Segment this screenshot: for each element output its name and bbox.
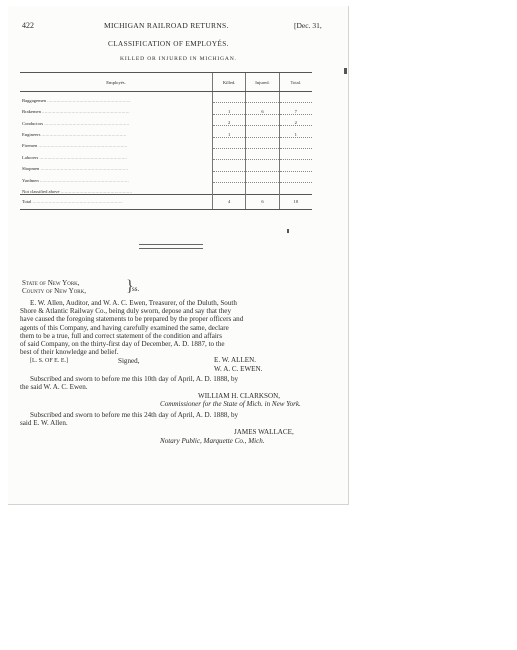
cell-injured xyxy=(246,171,279,182)
column-header-employes: Employés. xyxy=(20,73,212,92)
cell-killed xyxy=(212,137,245,148)
column-header-killed: Killed. xyxy=(212,73,245,92)
cell-killed xyxy=(212,171,245,182)
column-header-total: Total. xyxy=(279,73,312,92)
cell-total: 1 xyxy=(279,126,312,137)
affidavit-line: them to be a true, full and correct statement of the condition and affairs xyxy=(20,332,222,340)
cell-injured xyxy=(246,92,279,103)
cell-injured xyxy=(246,137,279,148)
signer-allen: E. W. ALLEN. xyxy=(214,356,256,364)
brace-symbol: } xyxy=(126,278,134,295)
running-title: MICHIGAN RAILROAD RETURNS. xyxy=(104,21,229,30)
section-divider xyxy=(139,244,203,249)
cell-killed xyxy=(212,148,245,159)
row-label: Firemen xyxy=(22,143,38,149)
notary-title: Notary Public, Marquette Co., Mich. xyxy=(160,437,265,445)
affidavit-line: have caused the foregoing statements to be prepared by the proper officers and xyxy=(20,315,244,323)
signed-label: Signed, xyxy=(118,357,140,365)
cell-total xyxy=(279,137,312,148)
row-label: Brakemen xyxy=(22,109,41,115)
section-subtitle: KILLED OR INJURED IN MICHIGAN. xyxy=(120,56,237,62)
commissioner-title: Commissioner for the State of Mich. in New York. xyxy=(160,400,301,408)
table-row: Laborers ................................................................. xyxy=(20,148,312,159)
cell-total xyxy=(279,171,312,182)
cell-injured: 6 xyxy=(246,103,279,114)
table-row: Baggagemen .............................................................. xyxy=(20,92,312,103)
cell-killed xyxy=(212,183,245,194)
table-row: Engineers ............................................................... 1 1 xyxy=(20,126,312,137)
affidavit-line: best of their knowledge and belief. xyxy=(20,348,119,356)
employee-casualty-table xyxy=(20,72,312,210)
cell-injured xyxy=(246,126,279,137)
county-label: County of New York, xyxy=(22,287,87,295)
cell-killed: 2 xyxy=(212,114,245,125)
state-label: State of New York, xyxy=(22,279,80,287)
subscription-line: Subscribed and sworn to before me this 10th day of April, A. D. 1888, by xyxy=(30,375,239,383)
cell-killed xyxy=(212,92,245,103)
cell-total xyxy=(279,183,312,194)
affidavit-line: Shore & Atlantic Railway Co., being duly sworn, depose and say that they xyxy=(20,307,232,315)
total-label: Total xyxy=(22,199,32,205)
subscription-line: said E. W. Allen. xyxy=(20,419,68,427)
cell-injured xyxy=(246,148,279,159)
commissioner-name: WILLIAM H. CLARKSON, xyxy=(198,392,280,400)
subscription-line: the said W. A. C. Ewen. xyxy=(20,383,88,391)
row-label: Laborers xyxy=(22,154,39,160)
affidavit-line: E. W. Allen, Auditor, and W. A. C. Ewen, Treasurer, of the Duluth, South xyxy=(30,299,237,307)
table-row: Brakemen ................................................................. 1 6 7 xyxy=(20,103,312,114)
table-row: Not classified above ..................................................... xyxy=(20,183,312,194)
total-total: 10 xyxy=(279,194,312,209)
signer-ewen: W. A. C. EWEN. xyxy=(214,365,263,373)
margin-mark xyxy=(344,68,347,74)
subscription-line: Subscribed and sworn to before me this 24th day of April, A. D. 1888, by xyxy=(30,411,239,419)
table-row: Firemen .................................................................. xyxy=(20,137,312,148)
document-page xyxy=(8,6,349,505)
table-header-row xyxy=(20,73,312,92)
cell-total xyxy=(279,148,312,159)
cell-total: 7 xyxy=(279,103,312,114)
page-number: 422 xyxy=(22,21,34,30)
row-label: Engineers xyxy=(22,132,41,138)
row-label: Not classified above xyxy=(22,188,60,194)
cell-total xyxy=(279,92,312,103)
seal-label: [L. S. OF E. E.] xyxy=(30,358,68,364)
table-row: Yardmen .................................................................. xyxy=(20,171,312,182)
ss-abbreviation: ss. xyxy=(132,285,140,293)
cell-injured xyxy=(246,114,279,125)
affidavit-line: agents of this Company, and having carefully examined the same, declare xyxy=(20,324,229,332)
row-label: Yardmen xyxy=(22,177,39,183)
column-header-injured: Injured. xyxy=(246,73,279,92)
row-label: Baggagemen xyxy=(22,97,46,103)
notary-name: JAMES WALLACE, xyxy=(234,428,294,436)
margin-mark xyxy=(287,229,289,233)
table-total-row: Total ................................................................... 4 6 10 xyxy=(20,194,312,209)
cell-killed xyxy=(212,160,245,171)
table-row: Conductors ............................................................... 2 2 xyxy=(20,114,312,125)
section-title: CLASSIFICATION OF EMPLOYÉS. xyxy=(108,40,229,48)
total-killed: 4 xyxy=(212,194,245,209)
cell-killed: 1 xyxy=(212,103,245,114)
cell-total xyxy=(279,160,312,171)
cell-injured xyxy=(246,183,279,194)
cell-total: 2 xyxy=(279,114,312,125)
table-row: Shopmen ................................................................. xyxy=(20,160,312,171)
cell-killed: 1 xyxy=(212,126,245,137)
affidavit-line: of said Company, on the thirty-first day of December, A. D. 1887, to the xyxy=(20,340,225,348)
row-label: Shopmen xyxy=(22,166,40,172)
total-injured: 6 xyxy=(246,194,279,209)
cell-injured xyxy=(246,160,279,171)
page-date: [Dec. 31, xyxy=(294,21,322,30)
row-label: Conductors xyxy=(22,120,44,126)
